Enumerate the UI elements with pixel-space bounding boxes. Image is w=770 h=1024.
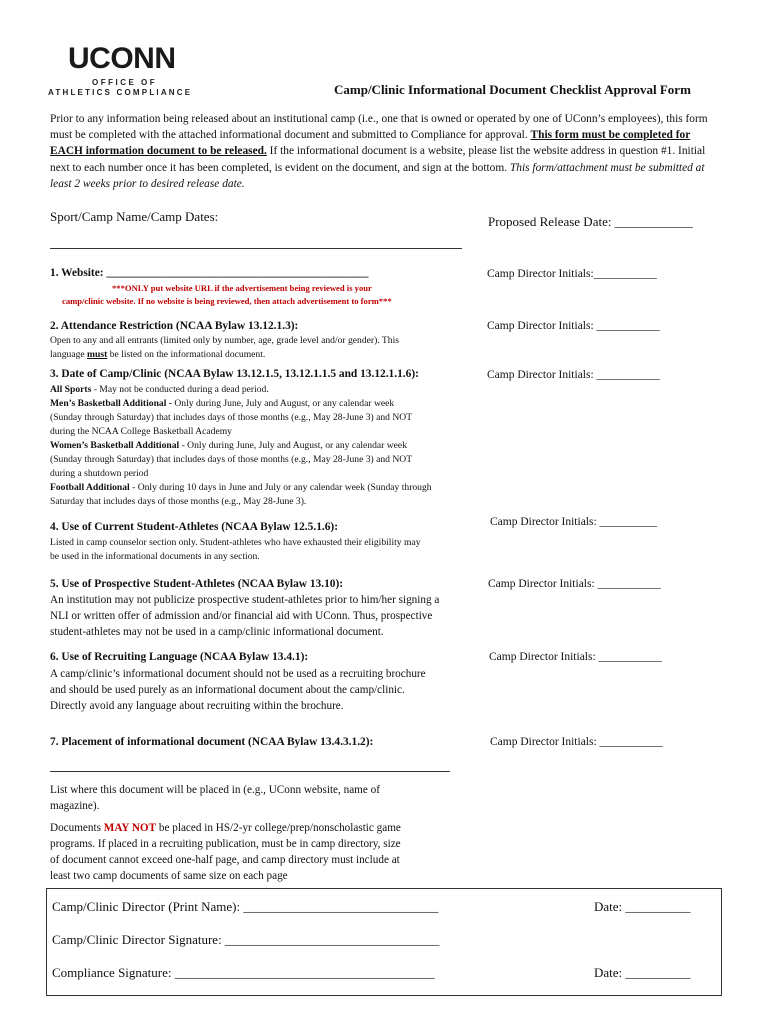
- q5-initials[interactable]: Camp Director Initials: ___________: [488, 578, 661, 590]
- q7-docs-line-2: programs. If placed in a recruiting publication, must be in camp directory, size: [50, 838, 401, 850]
- q4-line-1: Listed in camp counselor section only. Student-athletes who have exhausted their eligibility may: [50, 537, 421, 548]
- q7-docs-line-3: of document cannot exceed one-half page, and camp directory must include at: [50, 854, 400, 866]
- intro-paragraph: [50, 111, 720, 192]
- q3-wbb-line-2: (Sunday through Saturday) that includes days of those months (e.g., May 28-June 3) and NOT: [50, 454, 413, 465]
- q7-title: 7. Placement of informational document (NCAA Bylaw 13.4.3.1.2):: [50, 736, 374, 748]
- sport-camp-label: Sport/Camp Name/Camp Dates:: [50, 209, 219, 224]
- q1-note-line-2: camp/clinic website. If no website is being reviewed, then attach advertisement to form***: [62, 296, 392, 306]
- q5-body: [50, 592, 490, 640]
- q2-line-2: language must be listed on the informational document.: [50, 349, 266, 360]
- q4-initials[interactable]: Camp Director Initials: __________: [490, 516, 658, 528]
- q7-line-2: magazine).: [50, 800, 100, 812]
- director-print-name-field[interactable]: Camp/Clinic Director (Print Name): ______________________________: [52, 899, 439, 914]
- q7-docs-line-4: least two camp documents of same size on each page: [50, 870, 288, 882]
- director-signature-field[interactable]: Camp/Clinic Director Signature: _________________________________: [52, 932, 440, 947]
- q1-initials[interactable]: Camp Director Initials:___________: [487, 268, 657, 280]
- q6-line-2: and should be used purely as an informational document about the camp/clinic.: [50, 684, 405, 696]
- q5-line-1: An institution may not publicize prospective student-athletes prior to him/her signing a: [50, 594, 440, 606]
- q5-title: 5. Use of Prospective Student-Athletes (NCAA Bylaw 13.10):: [50, 578, 344, 590]
- q7-placement-line[interactable]: [50, 771, 450, 772]
- sport-camp-line[interactable]: [50, 248, 462, 249]
- q3-mbb-line-2: (Sunday through Saturday) that includes days of those months (e.g., May 28-June 3) and NOT: [50, 412, 413, 423]
- q2-line-1: Open to any and all entrants (limited only by number, age, grade level and/or gender). This: [50, 335, 399, 346]
- intro-text-2: If the informational document is a website, please list the website address in question #1. Initial next to each number once it has been completed, is evident on the document, and sign at the bottom.: [50, 145, 706, 174]
- q7-docs-line-1: Documents MAY NOT be placed in HS/2-yr college/prep/nonscholastic game: [50, 822, 401, 834]
- q6-body: [50, 666, 490, 714]
- intro-deadline-note: This form/attachment must be submitted at least 2 weeks prior to desired release date.: [50, 161, 705, 190]
- director-date-field[interactable]: Date: __________: [594, 899, 691, 914]
- q2-initials[interactable]: Camp Director Initials: ___________: [487, 320, 660, 332]
- proposed-release-date-label[interactable]: Proposed Release Date: ____________: [488, 214, 693, 229]
- q6-initials[interactable]: Camp Director Initials: ___________: [489, 651, 662, 663]
- q3-fb-line-2: Saturday that includes days of those months (e.g., May 28-June 3).: [50, 496, 307, 507]
- intro-bold-instruction: This form must be completed for EACH information document to be released.: [50, 129, 691, 158]
- q3-body: [50, 383, 480, 509]
- q7-may-not: MAY NOT: [103, 822, 157, 834]
- q7-line-1: List where this document will be placed in (e.g., UConn website, name of: [50, 784, 380, 796]
- q3-title: 3. Date of Camp/Clinic (NCAA Bylaw 13.12.1.5, 13.12.1.1.5 and 13.12.1.1.6):: [50, 368, 419, 380]
- compliance-date-field[interactable]: Date: __________: [594, 965, 691, 980]
- q7-initials[interactable]: Camp Director Initials: ___________: [490, 736, 663, 748]
- q2-must: must: [87, 349, 108, 360]
- q7-restriction: [50, 820, 470, 884]
- q1-website-field[interactable]: 1. Website: ______________________________________________: [50, 267, 369, 279]
- compliance-signature-field[interactable]: Compliance Signature: ________________________________________: [52, 965, 435, 980]
- q5-line-3: student-athletes may not be used in a camp/clinic informational document.: [50, 626, 384, 638]
- q4-line-2: be used in the informational documents in any section.: [50, 551, 260, 562]
- q3-initials[interactable]: Camp Director Initials: ___________: [487, 369, 660, 381]
- q7-list-instruction: [50, 782, 470, 814]
- q6-line-1: A camp/clinic’s informational document should not be used as a recruiting brochure: [50, 668, 426, 680]
- q3-mbb-line-3: during the NCAA College Basketball Academy: [50, 426, 232, 437]
- logo-office-of: OFFICE OF: [92, 78, 158, 87]
- uconn-logo: UCONN: [68, 42, 176, 75]
- q3-wbb: Women’s Basketball Additional - Only during June, July and August, or any calendar week: [50, 440, 407, 451]
- q3-fb: Football Additional - Only during 10 days in June and July or any calendar week (Sunday through: [50, 482, 432, 493]
- q2-body: [50, 334, 480, 362]
- q5-line-2: NLI or written offer of admission and/or financial aid with UConn. Thus, prospective: [50, 610, 433, 622]
- q4-title: 4. Use of Current Student-Athletes (NCAA Bylaw 12.5.1.6):: [50, 521, 339, 533]
- q3-all-sports: All Sports - May not be conducted during a dead period.: [50, 384, 269, 395]
- q6-title: 6. Use of Recruiting Language (NCAA Bylaw 13.4.1):: [50, 651, 309, 663]
- q4-body: [50, 536, 480, 564]
- q2-title: 2. Attendance Restriction (NCAA Bylaw 13.12.1.3):: [50, 320, 299, 332]
- q3-mbb: Men’s Basketball Additional - Only during June, July and August, or any calendar week: [50, 398, 395, 409]
- q1-note-line-1: ***ONLY put website URL if the advertisement being reviewed is your: [112, 283, 372, 293]
- q6-line-3: Directly avoid any language about recruiting within the brochure.: [50, 700, 344, 712]
- form-title: Camp/Clinic Informational Document Checklist Approval Form: [334, 82, 691, 97]
- q3-wbb-line-3: during a shutdown period: [50, 468, 149, 479]
- logo-athletics-compliance: ATHLETICS COMPLIANCE: [48, 88, 193, 97]
- intro-text-1: Prior to any information being released about an institutional camp (i.e., one that is owned or operated by one of UConn’s employees), this form must be completed with the attached informational document and submitted to Compliance for approval.: [50, 113, 708, 142]
